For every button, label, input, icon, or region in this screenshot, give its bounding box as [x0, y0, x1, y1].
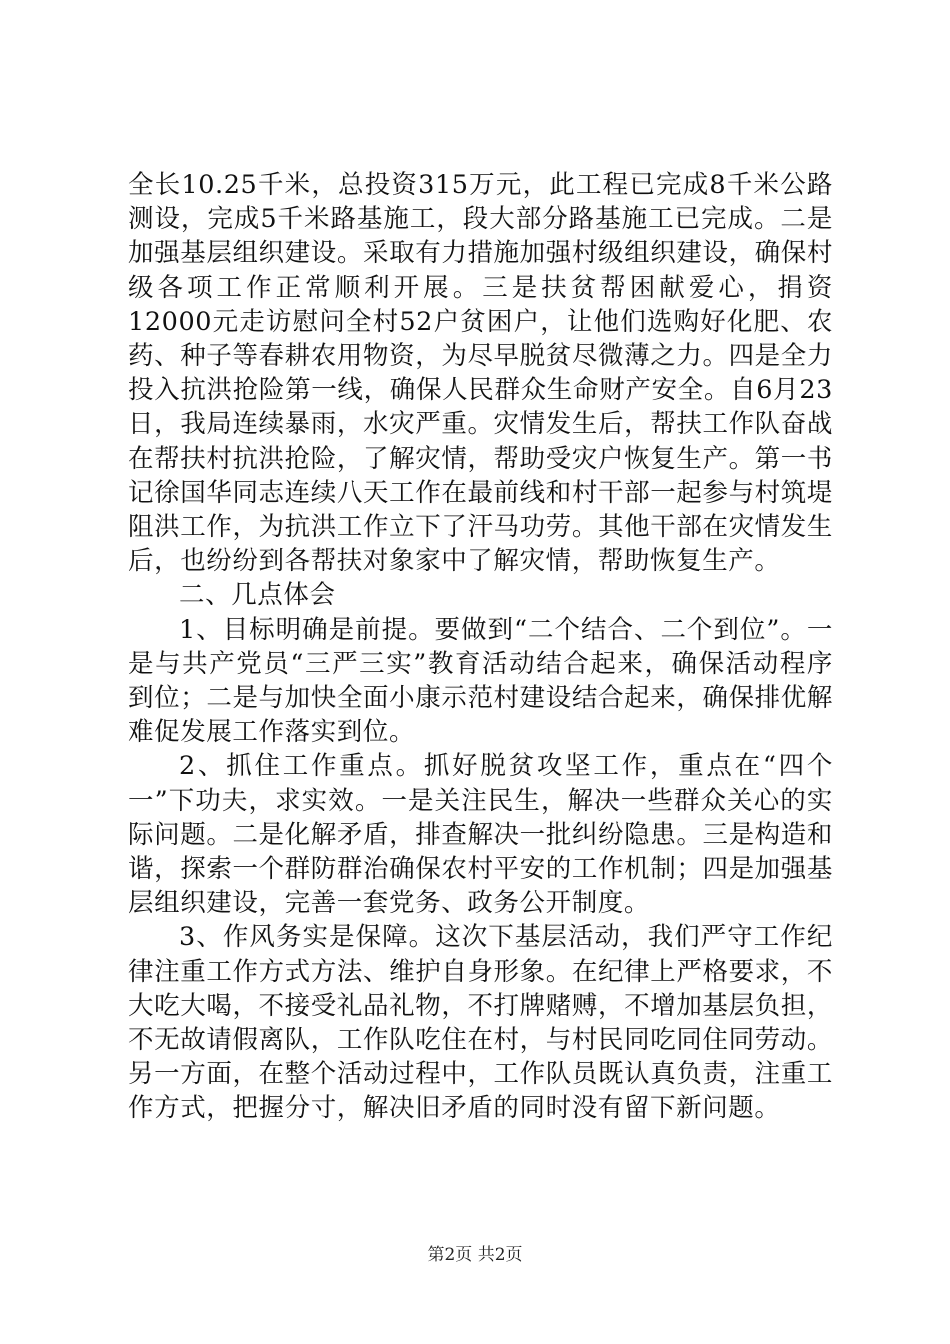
- paragraph-point-3: 3、作风务实是保障。这次下基层活动，我们严守工作纪律注重工作方式方法、维护自身形象。在纪律上严格要求，不大吃大喝，不接受礼品礼物，不打牌赌赙，不增加基层负担，不无故请假离队，工作队吃住在村，与村民同吃同住同劳动。另一方面，在整个活动过程中，工作队员既认真负责，注重工作方式，把握分寸，解决旧矛盾的同时没有留下新问题。: [128, 922, 833, 1124]
- paragraph-point-2: 2、抓住工作重点。抓好脱贫攻坚工作，重点在“四个一”下功夫，求实效。一是关注民生，解决一些群众关心的实际问题。二是化解矛盾，排查解决一批纠纷隐患。三是构造和谐，探索一个群防群治确保农村平安的工作机制；四是加强基层组织建设，完善一套党务、政务公开制度。: [128, 751, 833, 919]
- document-body: [128, 168, 833, 1126]
- paragraph-point-1: 1、目标明确是前提。要做到“二个结合、二个到位”。一是与共产党员“三严三实”教育活动结合起来，确保活动程序到位；二是与加快全面小康示范村建设结合起来，确保排优解难促发展工作落实到位。: [128, 614, 833, 748]
- paragraph-continuation: 全长10.25千米，总投资315万元，此工程已完成8千米公路测设，完成5千米路基施工，段大部分路基施工已完成。二是加强基层组织建设。采取有力措施加强村级组织建设，确保村级各项工作正常顺利开展。三是扶贫帮困献爱心，捐资12000元走访慰问全村52户贫困户，让他们选购好化肥、农药、种子等春耕农用物资，为尽早脱贫尽微薄之力。四是全力投入抗洪抢险第一线，确保人民群众生命财产安全。自6月23日，我局连续暴雨，水灾严重。灾情发生后，帮扶工作队奋战在帮扶村抗洪抢险，了解灾情，帮助受灾户恢复生产。第一书记徐国华同志连续八天工作在最前线和村干部一起参与村筑堤阻洪工作，为抗洪工作立下了汗马功劳。其他干部在灾情发生后，也纷纷到各帮扶对象家中了解灾情，帮助恢复生产。: [128, 170, 833, 577]
- page-number-footer: 第2页 共2页: [427, 1245, 523, 1265]
- section-heading: 二、几点体会: [179, 580, 336, 611]
